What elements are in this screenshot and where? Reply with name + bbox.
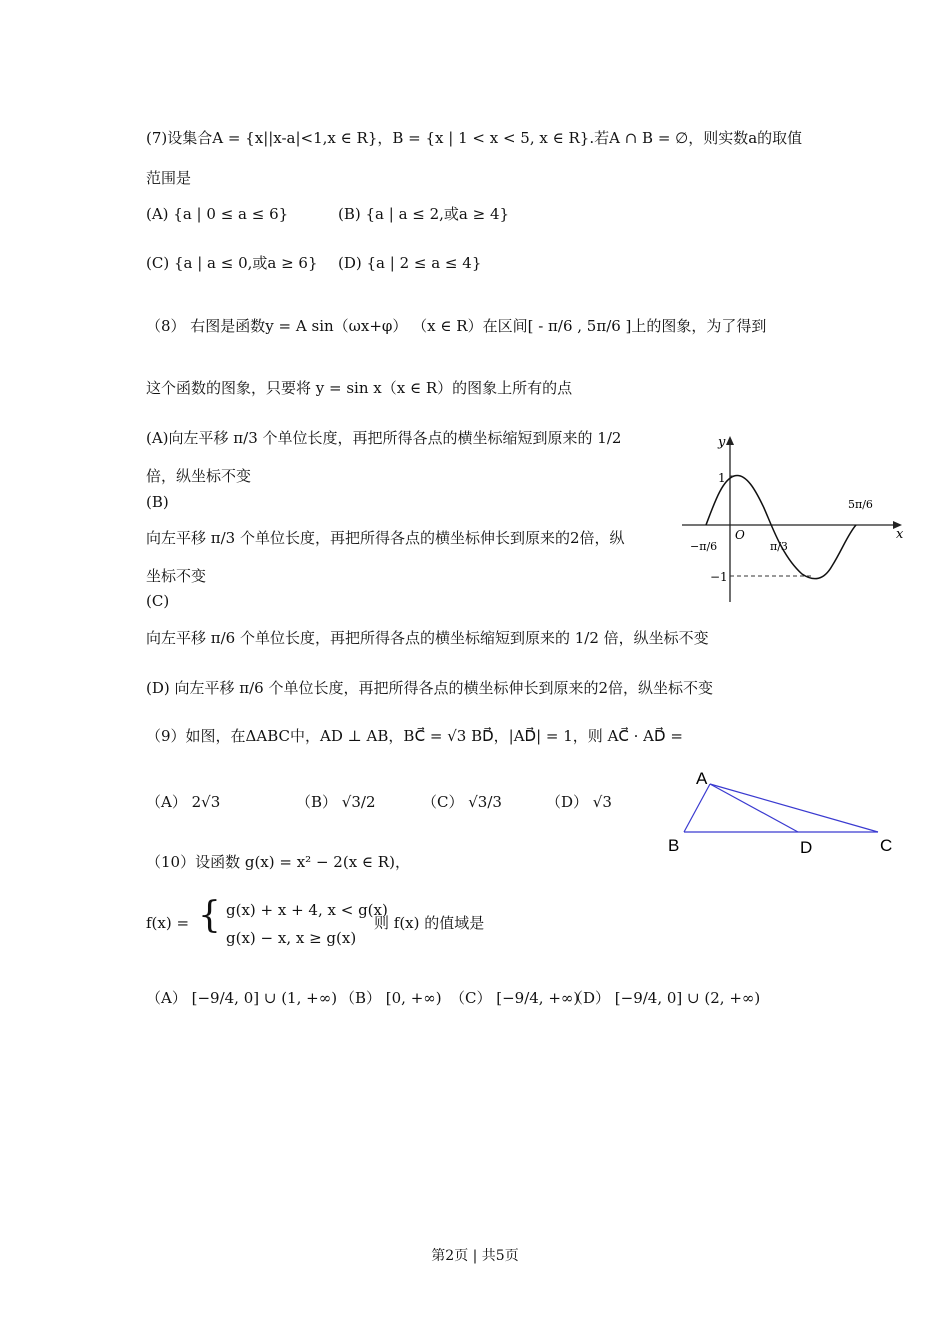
q8-option-a-line1: (A)向左平移 π/3 个单位长度，再把所得各点的横坐标缩短到原来的 1/2 [146,429,622,447]
y-one-label: 1 [718,471,726,485]
y-neg-one-label: −1 [710,570,728,584]
sine-curve [706,475,856,578]
q10-option-b: （B） [0, +∞) [340,989,442,1007]
q7-option-c: (C) {a | a ≤ 0,或a ≥ 6} [146,254,318,272]
x-axis-label: x [896,527,904,542]
q8-option-c-line1: 向左平移 π/6 个单位长度，再把所得各点的横坐标缩短到原来的 1/2 倍，纵坐标不变 [146,629,709,647]
y-axis-label: y [718,435,726,450]
x-pi3-label: π/3 [770,540,788,553]
q7-option-d: (D) {a | 2 ≤ a ≤ 4} [338,254,482,272]
origin-label: O [735,528,745,542]
q10-option-a: （A） [−9/4, 0] ∪ (1, +∞) [146,989,338,1007]
x-neg-pi6-label: −π/6 [690,540,718,553]
q10-option-d: （D） [−9/4, 0] ∪ (2, +∞) [568,989,761,1007]
q7-stem-line2: 范围是 [146,169,192,187]
q8-option-b-line2: 坐标不变 [146,567,207,585]
q7-option-b: (B) {a | a ≤ 2,或a ≥ 4} [338,205,510,223]
vertex-c-label: C [880,836,893,855]
segment-ad [710,784,798,832]
vertex-a-label: A [696,769,708,788]
q8-option-c-label: (C) [146,592,170,610]
q9-option-d: （D） √3 [546,793,612,811]
q10-brace: { [198,895,221,936]
side-ab [684,784,710,832]
vertex-d-label: D [800,838,813,857]
q8-option-d: (D) 向左平移 π/6 个单位长度，再把所得各点的横坐标伸长到原来的2倍，纵坐标不变 [146,679,714,697]
q10-tail: 则 f(x) 的值域是 [374,914,485,932]
triangle-figure [660,766,910,862]
q8-option-b-label: (B) [146,493,169,511]
q9-option-a: （A） 2√3 [146,793,221,811]
q10-fx: f(x) = [146,914,190,932]
q9-option-c: （C） √3/3 [422,793,502,811]
q10-option-c: （C） [−9/4, +∞) [450,989,580,1007]
q8-option-b-line1: 向左平移 π/3 个单位长度，再把所得各点的横坐标伸长到原来的2倍，纵 [146,529,625,547]
sine-graph-figure [672,426,912,606]
q8-stem-line1: （8） 右图是函数y = A sin（ωx+φ） （x ∈ R）在区间[ - π/6 , 5π/6 ]上的图象，为了得到 [146,317,767,335]
q7-stem-line1: (7)设集合A = {x||x-a|<1,x ∈ R}，B = {x | 1 < x < 5, x ∈ R}.若A ∩ B = ∅，则实数a的取值 [146,129,803,147]
q10-stem: （10）设函数 g(x) = x² − 2(x ∈ R)， [146,853,410,871]
q10-piece1: g(x) + x + 4, x < g(x) [226,901,388,919]
vertex-b-label: B [668,836,680,855]
q8-option-a-line2: 倍，纵坐标不变 [146,467,252,485]
page-footer: 第2页 | 共5页 [431,1248,519,1264]
q8-stem-line2: 这个函数的图象，只要将 y = sin x（x ∈ R）的图象上所有的点 [146,379,573,397]
q7-option-a: (A) {a | 0 ≤ a ≤ 6} [146,205,289,223]
q9-option-b: （B） √3/2 [296,793,376,811]
q10-piece2: g(x) − x, x ≥ g(x) [226,929,357,947]
q9-stem: （9）如图，在ΔABC中，AD ⊥ AB，BC⃗ = √3 BD⃗，|AD⃗| = 1，则 AC⃗ · AD⃗ = [146,727,683,745]
x-5pi6-label: 5π/6 [848,498,873,511]
side-ac [710,784,878,832]
y-axis-arrow [726,436,734,445]
